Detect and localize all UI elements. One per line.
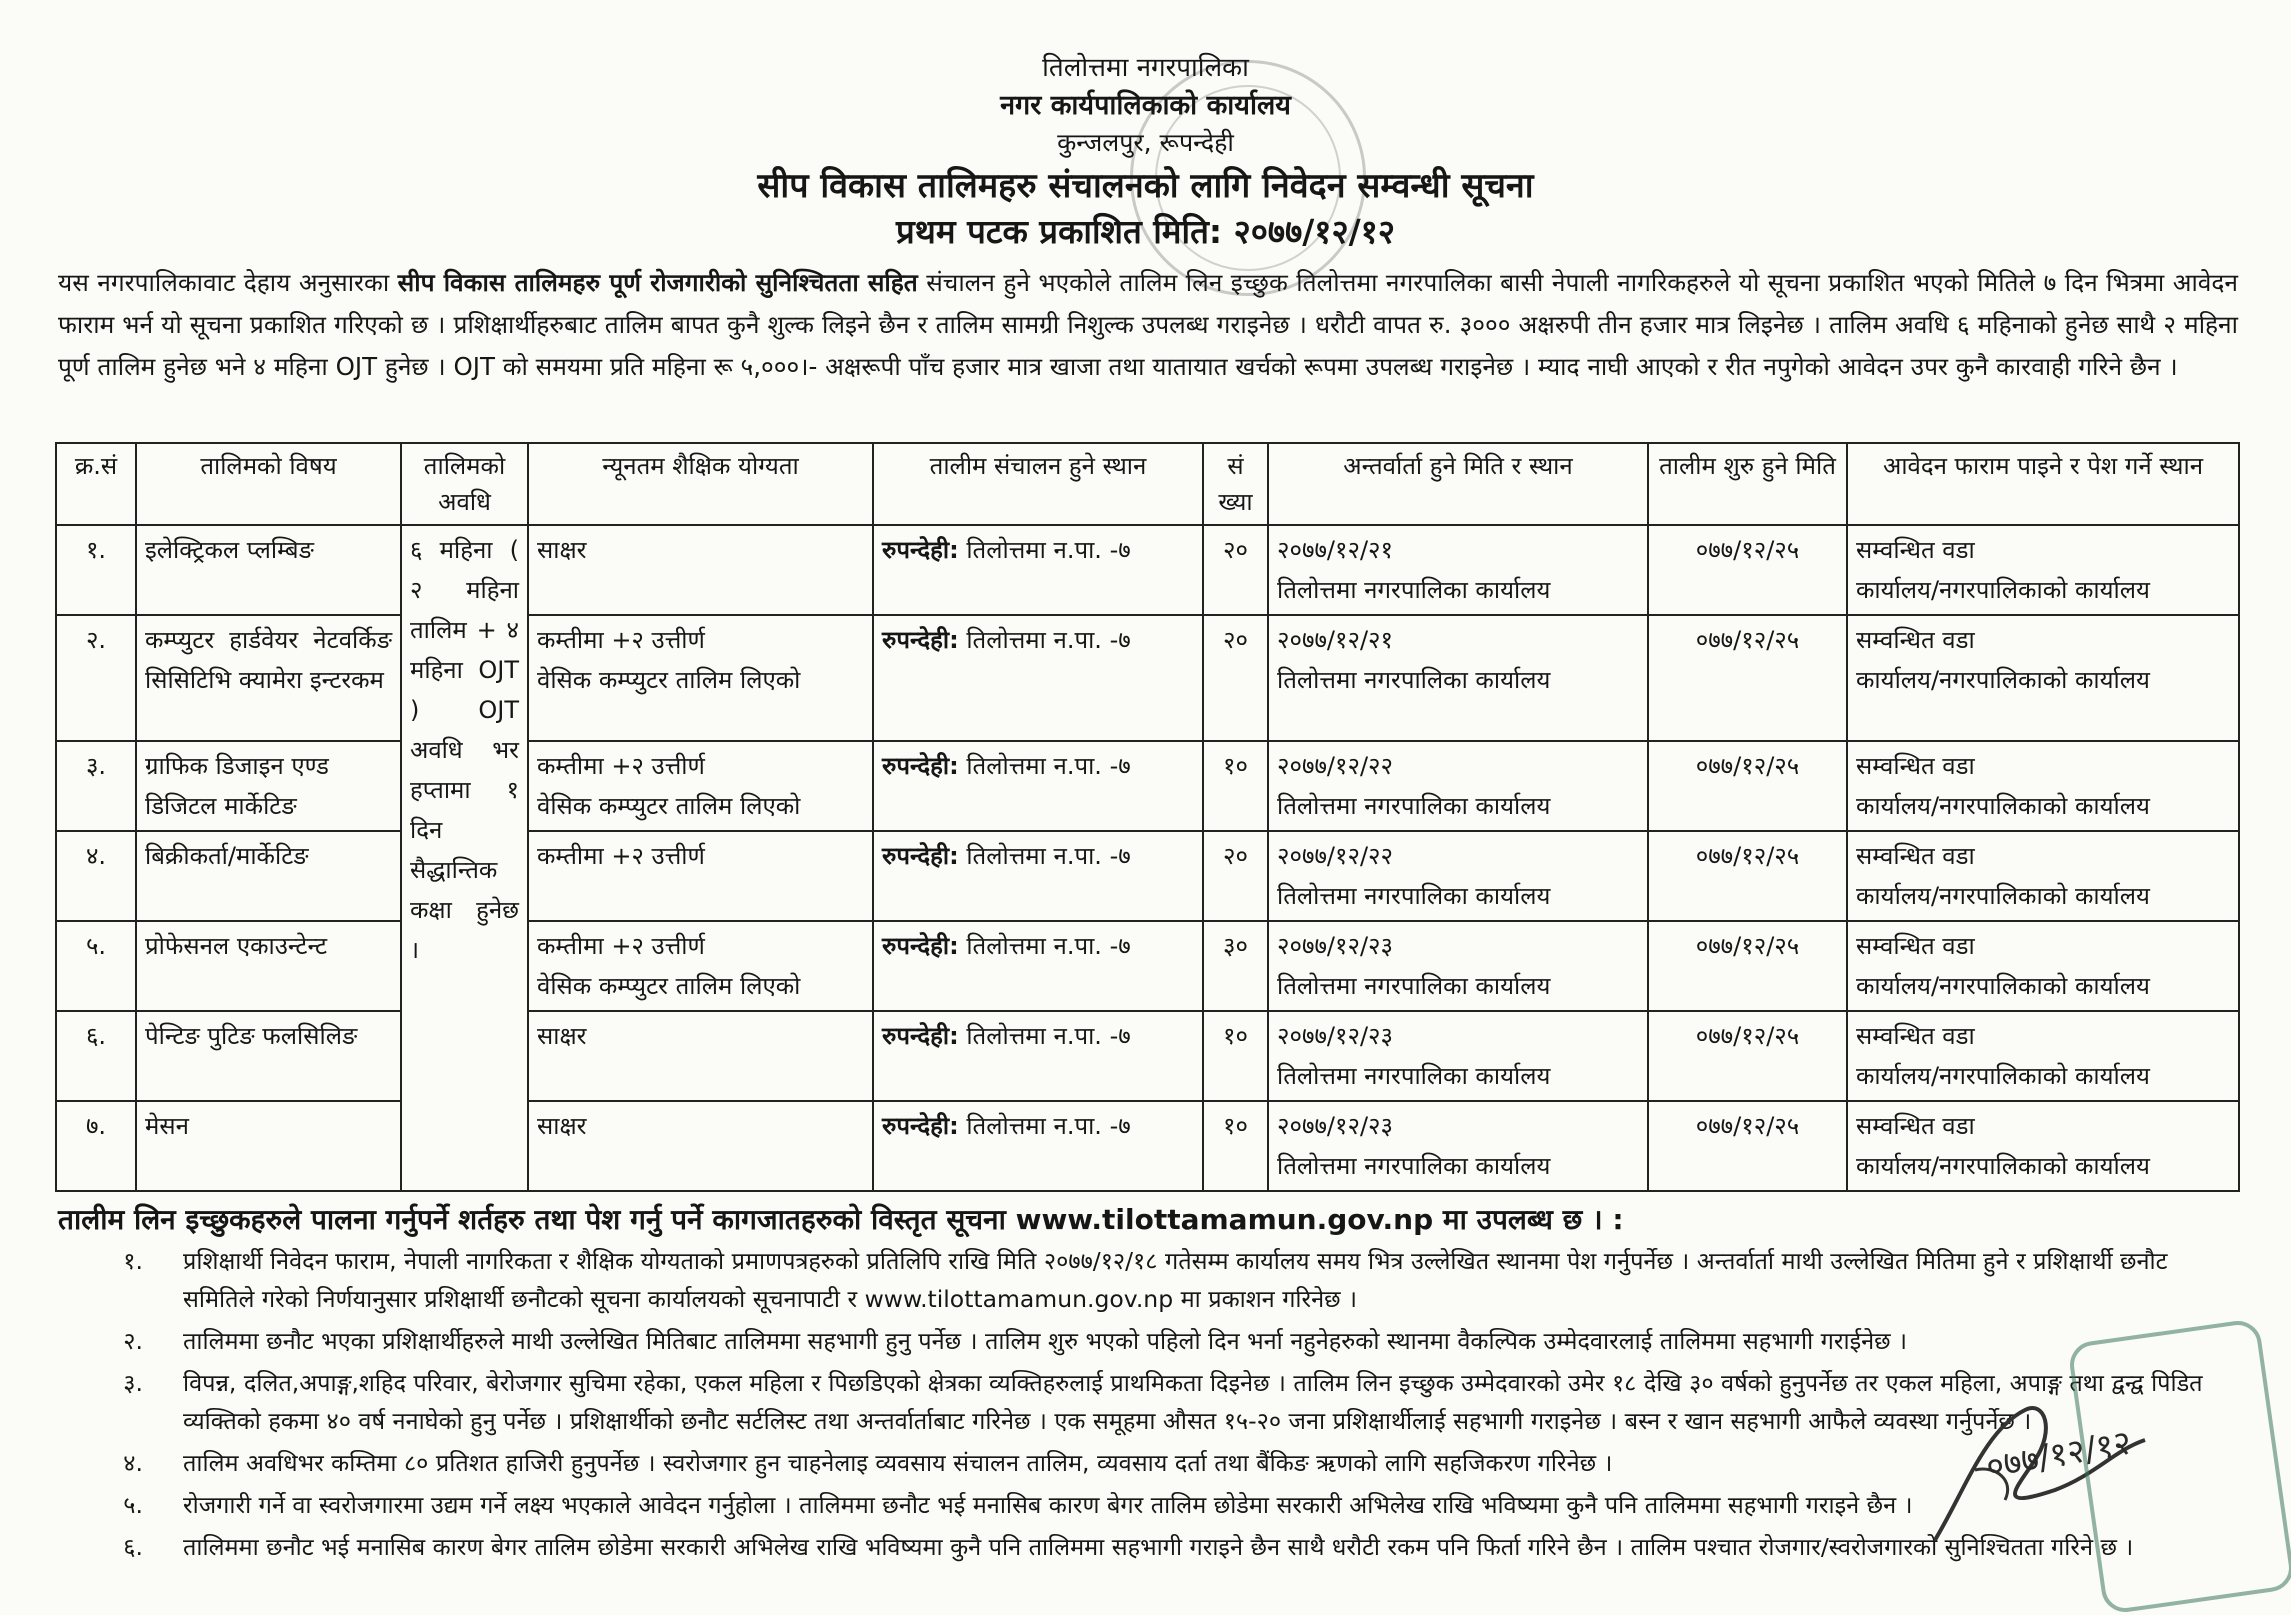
venue-district: रुपन्देही:: [882, 752, 959, 780]
interview-place: तिलोत्तमा नगरपालिका कार्यालय: [1277, 972, 1551, 1000]
published-date: प्रथम पटक प्रकाशित मिति: २०७७/१२/१२: [896, 212, 1395, 251]
interview-date: २०७७/१२/२३: [1277, 1022, 1394, 1050]
row-qualification: [528, 525, 873, 615]
qualification-line: कम्तीमा +२ उत्तीर्ण: [537, 626, 705, 654]
col-interview: अन्तर्वार्ता हुने मिति र स्थान: [1268, 443, 1648, 525]
interview-place: तिलोत्तमा नगरपालिका कार्यालय: [1277, 666, 1551, 694]
interview-date: २०७७/१२/२२: [1277, 752, 1394, 780]
venue-place: तिलोत्तमा न.पा. -७: [966, 752, 1131, 780]
application-line-2: कार्यालय/नगरपालिकाको कार्यालय: [1856, 792, 2150, 820]
qualification-line: साक्षर: [537, 536, 587, 564]
row-serial: ३.: [56, 741, 136, 831]
venue-place: तिलोत्तमा न.पा. -७: [966, 626, 1131, 654]
venue-place: तिलोत्तमा न.पा. -७: [966, 842, 1131, 870]
row-venue: [873, 615, 1203, 741]
table-row: [56, 831, 2239, 921]
row-application-place: [1847, 831, 2239, 921]
table-row: [56, 525, 2239, 615]
table-header-row: [56, 443, 2239, 525]
row-application-place: [1847, 741, 2239, 831]
row-venue: [873, 831, 1203, 921]
qualification-line: कम्तीमा +२ उत्तीर्ण: [537, 932, 705, 960]
list-item: [58, 1242, 2238, 1318]
row-interview: [1268, 921, 1648, 1011]
row-subject: बिक्रीकर्ता/मार्केटिङ: [136, 831, 401, 921]
officer-stamp: [2067, 1318, 2291, 1615]
row-start-date: ०७७/१२/२५: [1648, 741, 1847, 831]
venue-place: तिलोत्तमा न.पा. -७: [966, 536, 1131, 564]
office-name: नगर कार्यपालिकाको कार्यालय: [1000, 90, 1291, 121]
row-serial: २.: [56, 615, 136, 741]
row-subject: कम्प्युटर हार्डवेयर नेटवर्किङ सिसिटिभि क्यामेरा इन्टरकम: [136, 615, 401, 741]
row-serial: ५.: [56, 921, 136, 1011]
qualification-line-2: वेसिक कम्प्युटर तालिम लिएको: [537, 666, 801, 694]
venue-place: तिलोत्तमा न.पा. -७: [966, 1022, 1131, 1050]
interview-date: २०७७/१२/२३: [1277, 932, 1394, 960]
row-interview: [1268, 1011, 1648, 1101]
application-line-2: कार्यालय/नगरपालिकाको कार्यालय: [1856, 576, 2150, 604]
row-start-date: ०७७/१२/२५: [1648, 1011, 1847, 1101]
row-application-place: [1847, 921, 2239, 1011]
row-qualification: [528, 741, 873, 831]
row-qualification: [528, 615, 873, 741]
row-venue: [873, 1011, 1203, 1101]
item-text: तालिममा छनौट भएका प्रशिक्षार्थीहरुले माथी उल्लेखित मितिबाट तालिममा सहभागी हुनु पर्नेछ । तालिम शुरु भएको पहिलो दिन भर्ना नहुनेहरुको स्थानमा वैकल्पिक उम्मेदवारलाई तालिममा सहभागी गराईनेछ ।: [183, 1327, 1907, 1355]
row-serial: १.: [56, 525, 136, 615]
row-subject: प्रोफेसनल एकाउन्टेन्ट: [136, 921, 401, 1011]
row-venue: [873, 1101, 1203, 1191]
application-line-2: कार्यालय/नगरपालिकाको कार्यालय: [1856, 1152, 2150, 1180]
row-subject: ग्राफिक डिजाइन एण्ड डिजिटल मार्केटिङ: [136, 741, 401, 831]
item-text: तालिममा छनौट भई मनासिब कारण बेगर तालिम छोडेमा सरकारी अभिलेख राखि भविष्यमा कुनै पनि तालिममा सहभागी गराइने छैन साथै धरौटी रकम पनि फिर्ता गरिने छैन । तालिम पश्चात रोजगार/स्वरोजगारको सुनिश्चितता गरिने छ ।: [183, 1533, 2134, 1561]
signature-date: ०७७/१२/१२: [1982, 1422, 2135, 1488]
qualification-line: कम्तीमा +२ उत्तीर्ण: [537, 842, 705, 870]
row-qualification: [528, 921, 873, 1011]
row-count: ३०: [1203, 921, 1268, 1011]
interview-date: २०७७/१२/२१: [1277, 626, 1394, 654]
row-qualification: [528, 831, 873, 921]
application-line-2: कार्यालय/नगरपालिकाको कार्यालय: [1856, 882, 2150, 910]
row-start-date: ०७७/१२/२५: [1648, 831, 1847, 921]
qualification-line-2: वेसिक कम्प्युटर तालिम लिएको: [537, 972, 801, 1000]
item-text: तालिम अवधिभर कम्तिमा ८० प्रतिशत हाजिरी हुनुपर्नेछ । स्वरोजगार हुन चाहनेलाइ व्यवसाय संचालन तालिम, व्यवसाय दर्ता तथा बैंकिङ ऋणको लागि सहजिकरण गरिनेछ ।: [183, 1449, 1613, 1477]
application-line-1: सम्वन्धित वडा: [1856, 536, 1975, 564]
application-line-1: सम्वन्धित वडा: [1856, 1112, 1975, 1140]
list-item: [58, 1322, 2238, 1360]
table-row: [56, 921, 2239, 1011]
item-number: ३.: [123, 1369, 143, 1397]
row-application-place: [1847, 1011, 2239, 1101]
training-duration: ६ महिना ( २ महिना तालिम + ४ महिना OJT ) OJT अवधि भर हप्तामा १ दिन सैद्धान्तिक कक्षा हुनेछ ।: [401, 525, 528, 1191]
venue-district: रुपन्देही:: [882, 1112, 959, 1140]
venue-district: रुपन्देही:: [882, 842, 959, 870]
conditions-title: तालीम लिन इच्छुकहरुले पालना गर्नुपर्ने शर्तहरु तथा पेश गर्नु पर्ने कागजातहरुको विस्तृत सूचना www.tilottamamun.gov.np मा उपलब्ध छ । :: [58, 1203, 1624, 1236]
interview-date: २०७७/१२/२३: [1277, 1112, 1394, 1140]
table-row: [56, 615, 2239, 741]
venue-district: रुपन्देही:: [882, 536, 959, 564]
col-venue: तालीम संचालन हुने स्थान: [873, 443, 1203, 525]
intro-bold-text: सीप विकास तालिमहरु पूर्ण रोजगारीको सुनिश्चितता सहित: [397, 268, 918, 297]
item-number: १.: [123, 1247, 143, 1275]
interview-place: तिलोत्तमा नगरपालिका कार्यालय: [1277, 576, 1551, 604]
row-application-place: [1847, 615, 2239, 741]
application-line-2: कार्यालय/नगरपालिकाको कार्यालय: [1856, 972, 2150, 1000]
row-count: २०: [1203, 525, 1268, 615]
row-venue: [873, 525, 1203, 615]
intro-text-1: यस नगरपालिकावाट देहाय अनुसारका: [58, 268, 398, 297]
municipality-name: तिलोत्तमा नगरपालिका: [1042, 53, 1249, 83]
row-start-date: ०७७/१२/२५: [1648, 921, 1847, 1011]
venue-district: रुपन्देही:: [882, 1022, 959, 1050]
item-number: ४.: [123, 1449, 143, 1477]
row-interview: [1268, 615, 1648, 741]
item-number: ६.: [123, 1533, 143, 1561]
row-count: २०: [1203, 615, 1268, 741]
row-start-date: ०७७/१२/२५: [1648, 525, 1847, 615]
table-row: [56, 1011, 2239, 1101]
row-count: १०: [1203, 1101, 1268, 1191]
col-subject: तालिमको विषय: [136, 443, 401, 525]
qualification-line: कम्तीमा +२ उत्तीर्ण: [537, 752, 705, 780]
table-row: [56, 741, 2239, 831]
venue-district: रुपन्देही:: [882, 626, 959, 654]
col-qualification: न्यूनतम शैक्षिक योग्यता: [528, 443, 873, 525]
col-start-date: तालीम शुरु हुने मिति: [1648, 443, 1847, 525]
table-row: [56, 1101, 2239, 1191]
item-text: प्रशिक्षार्थी निवेदन फाराम, नेपाली नागरिकता र शैक्षिक योग्यताको प्रमाणपत्रहरुको प्रतिलिपि राखि मिति २०७७/१२/१८ गतेसम्म कार्यालय समय भित्र उल्लेखित स्थानमा पेश गर्नुपर्नेछ । अन्तर्वार्ता माथी उल्लेखित मितिमा हुने र प्रशिक्षार्थी छनौट समितिले गरेको निर्णयानुसार प्रशिक्षार्थी छनौटको सूचना कार्यालयको सूचनापाटी र www.tilottamamun.gov.np मा प्रकाशन गरिनेछ ।: [183, 1247, 2168, 1313]
item-number: २.: [123, 1327, 143, 1355]
application-line-1: सम्वन्धित वडा: [1856, 752, 1975, 780]
office-location: कुन्जलपुर, रूपन्देही: [1057, 128, 1234, 157]
item-text: रोजगारी गर्ने वा स्वरोजगारमा उद्यम गर्ने लक्ष्य भएकाले आवेदन गर्नुहोला । तालिममा छनौट भई मनासिब कारण बेगर तालिम छोडेमा सरकारी अभिलेख राखि भविष्यमा कुनै पनि तालिममा सहभागी गराइने छैन ।: [183, 1491, 1913, 1519]
row-start-date: ०७७/१२/२५: [1648, 615, 1847, 741]
row-start-date: ०७७/१२/२५: [1648, 1101, 1847, 1191]
row-serial: ४.: [56, 831, 136, 921]
col-serial: क्र.सं: [56, 443, 136, 525]
row-count: १०: [1203, 1011, 1268, 1101]
application-line-1: सम्वन्धित वडा: [1856, 626, 1975, 654]
row-count: १०: [1203, 741, 1268, 831]
item-text: विपन्न, दलित,अपाङ्ग,शहिद परिवार, बेरोजगार सुचिमा रहेका, एकल महिला र पिछडिएको क्षेत्रका व्यक्तिहरुलाई प्राथमिकता दिइनेछ । तालिम लिन इच्छुक उम्मेदवारको उमेर १८ देखि ३० वर्षको हुनुपर्नेछ तर एकल महिला, अपाङ्ग तथा द्वन्द्व पिडित व्यक्तिको हकमा ४० वर्ष ननाघेको हुनु पर्नेछ । प्रशिक्षार्थीको छनौट सर्टलिस्ट तथा अन्तर्वार्ताबाट गरिनेछ । एक समूहमा औसत १५-२० जना प्रशिक्षार्थीलाई सहभागी गराइनेछ । बस्न र खान सहभागी आफैले व्यवस्था गर्नुपर्नेछ ।: [183, 1369, 2203, 1435]
application-line-1: सम्वन्धित वडा: [1856, 842, 1975, 870]
qualification-line: साक्षर: [537, 1022, 587, 1050]
notice-header: [0, 50, 2291, 255]
row-serial: ७.: [56, 1101, 136, 1191]
interview-place: तिलोत्तमा नगरपालिका कार्यालय: [1277, 1062, 1551, 1090]
row-qualification: [528, 1011, 873, 1101]
interview-place: तिलोत्तमा नगरपालिका कार्यालय: [1277, 882, 1551, 910]
row-interview: [1268, 831, 1648, 921]
col-application-place: आवेदन फाराम पाइने र पेश गर्ने स्थान: [1847, 443, 2239, 525]
application-line-1: सम्वन्धित वडा: [1856, 1022, 1975, 1050]
row-subject: मेसन: [136, 1101, 401, 1191]
row-interview: [1268, 525, 1648, 615]
venue-place: तिलोत्तमा न.पा. -७: [966, 1112, 1131, 1140]
row-application-place: [1847, 525, 2239, 615]
application-line-2: कार्यालय/नगरपालिकाको कार्यालय: [1856, 1062, 2150, 1090]
qualification-line-2: वेसिक कम्प्युटर तालिम लिएको: [537, 792, 801, 820]
row-interview: [1268, 1101, 1648, 1191]
intro-paragraph: [58, 262, 2238, 388]
row-qualification: [528, 1101, 873, 1191]
application-line-2: कार्यालय/नगरपालिकाको कार्यालय: [1856, 666, 2150, 694]
row-subject: पेन्टिङ पुटिङ फलसिलिङ: [136, 1011, 401, 1101]
interview-date: २०७७/१२/२१: [1277, 536, 1394, 564]
intro-text-2: संचालन हुने भएकोले तालिम लिन इच्छुक तिलोत्तमा नगरपालिका बासी नेपाली नागरिकहरुले यो सूचना प्रकाशित भएको मितिले ७ दिन भित्रमा आवेदन फाराम भर्न यो सूचना प्रकाशित गरिएको छ । प्रशिक्षार्थीहरुबाट तालिम बापत कुनै शुल्क लिइने छैन र तालिम सामग्री निशुल्क उपलब्ध गराइनेछ । धरौटी वापत रु. ३००० अक्षरुपी तीन हजार मात्र लिइनेछ । तालिम अवधि ६ महिनाको हुनेछ साथै २ महिना पूर्ण तालिम हुनेछ भने ४ महिना OJT हुनेछ । OJT को समयमा प्रति महिना रू ५,०००।- अक्षरूपी पाँच हजार मात्र खाजा तथा यातायात खर्चको रूपमा उपलब्ध गराइनेछ । म्याद नाघी आएको र रीत नपुगेको आवेदन उपर कुनै कारवाही गरिने छैन ।: [58, 268, 2238, 381]
row-subject: इलेक्ट्रिकल प्लम्बिङ: [136, 525, 401, 615]
interview-place: तिलोत्तमा नगरपालिका कार्यालय: [1277, 1152, 1551, 1180]
notice-title: सीप विकास तालिमहरु संचालनको लागि निवेदन सम्वन्धी सूचना: [757, 166, 1534, 206]
interview-place: तिलोत्तमा नगरपालिका कार्यालय: [1277, 792, 1551, 820]
row-interview: [1268, 741, 1648, 831]
col-duration: तालिमको अवधि: [401, 443, 528, 525]
row-venue: [873, 921, 1203, 1011]
row-serial: ६.: [56, 1011, 136, 1101]
training-table: [55, 442, 2240, 1192]
row-count: २०: [1203, 831, 1268, 921]
qualification-line: साक्षर: [537, 1112, 587, 1140]
venue-district: रुपन्देही:: [882, 932, 959, 960]
row-venue: [873, 741, 1203, 831]
item-number: ५.: [123, 1491, 143, 1519]
col-count: सं ख्या: [1203, 443, 1268, 525]
row-application-place: [1847, 1101, 2239, 1191]
venue-place: तिलोत्तमा न.पा. -७: [966, 932, 1131, 960]
interview-date: २०७७/१२/२२: [1277, 842, 1394, 870]
application-line-1: सम्वन्धित वडा: [1856, 932, 1975, 960]
